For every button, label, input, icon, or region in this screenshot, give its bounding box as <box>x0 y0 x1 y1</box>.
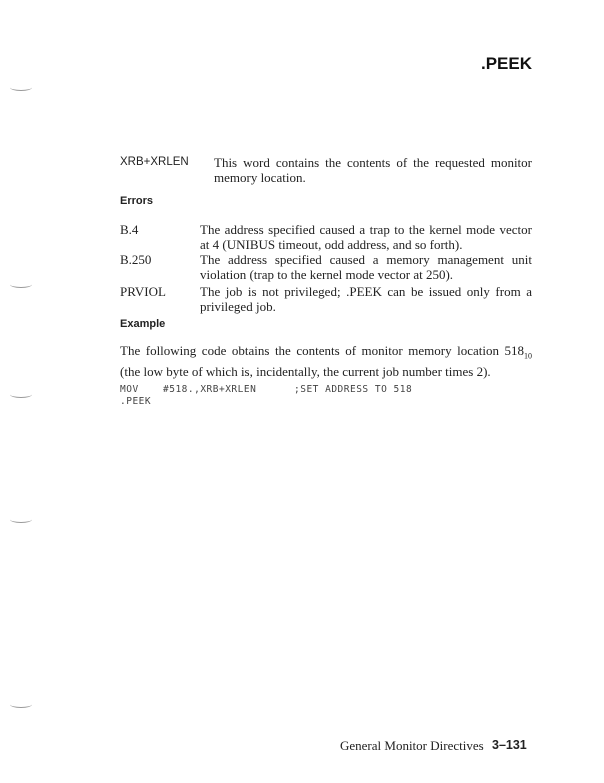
error-desc: The address specified caused a trap to the kernel mode vector at 4 (UNIBUS timeout, odd address, and so forth). <box>200 222 532 252</box>
code-args: #518.,XRB+XRLEN <box>163 384 257 395</box>
binder-mark <box>10 516 32 523</box>
binder-mark <box>10 281 32 288</box>
page-title: .PEEK <box>480 54 532 73</box>
binder-mark <box>10 84 32 91</box>
code-op: MOV <box>120 384 139 395</box>
example-text: (the low byte of which is, incidentally, the current job number times 2). <box>120 363 491 379</box>
binder-mark <box>10 701 32 708</box>
code-op: .PEEK <box>120 396 152 407</box>
example-text: The following code obtains the contents of monitor memory location 518 <box>120 343 524 358</box>
subscript: 10 <box>524 351 532 361</box>
binder-mark <box>10 391 32 398</box>
return-field-desc: This word contains the contents of the requested monitor memory location. <box>214 155 532 185</box>
code-comment: ;SET ADDRESS TO 518 <box>294 384 413 395</box>
footer-section: General Monitor Directives <box>340 738 484 753</box>
error-desc: The address specified caused a memory management unit violation (trap to the kernel mode vector at 250). <box>200 252 532 282</box>
return-field-term: XRB+XRLEN <box>120 156 189 168</box>
error-code: PRVIOL <box>120 284 166 299</box>
error-code: B.250 <box>120 252 152 267</box>
error-code: B.4 <box>120 222 139 237</box>
example-paragraph <box>120 343 532 379</box>
error-desc: The job is not privileged; .PEEK can be issued only from a privileged job. <box>200 284 532 314</box>
example-heading: Example <box>120 318 166 330</box>
errors-heading: Errors <box>120 195 154 207</box>
page-number: 3–131 <box>492 738 527 752</box>
